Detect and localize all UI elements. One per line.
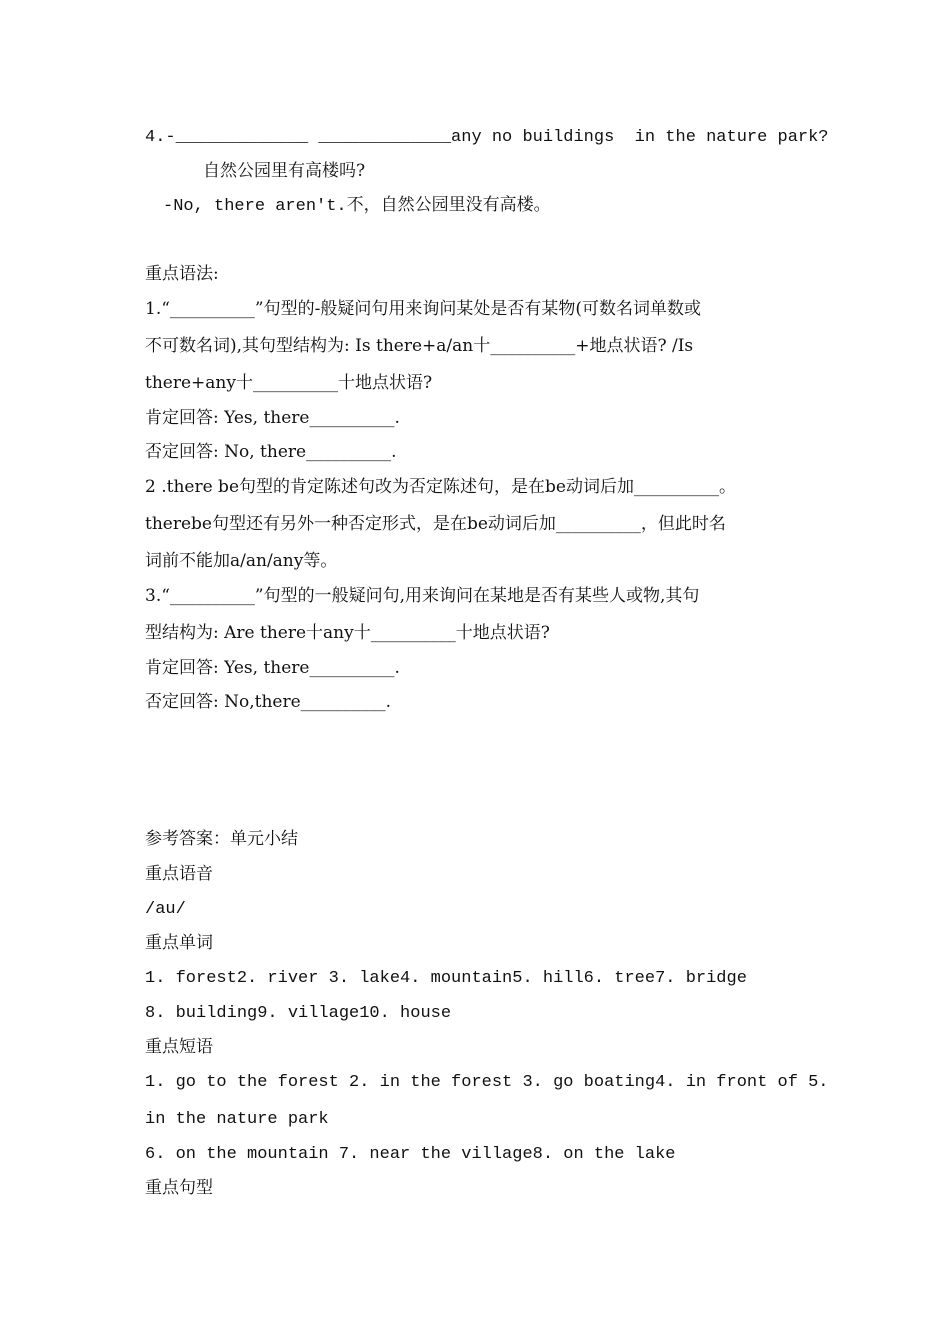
answers-heading: 参考答案：单元小结: [145, 829, 298, 849]
phrases-line-2: in the nature park: [145, 1110, 329, 1129]
exercise-4-translation: 自然公园里有高楼吗?: [203, 161, 366, 181]
grammar-point-1-line-1: 1.“__________”句型的-般疑问句用来询问某处是否有某物(可数名词单数或: [145, 299, 701, 319]
grammar-heading: 重点语法:: [145, 264, 219, 284]
grammar-point-3-yes: 肯定回答: Yes, there__________.: [145, 658, 400, 678]
words-line-1: 1. forest2. river 3. lake4. mountain5. hill6. tree7. bridge: [145, 969, 747, 988]
exercise-4-question: 4.-_____________ _____________any no buildings in the nature park?: [145, 128, 829, 147]
words-line-2: 8. building9. village10. house: [145, 1004, 452, 1023]
grammar-point-3-line-2: 型结构为: Are there十any十__________十地点状语?: [145, 623, 550, 643]
words-heading: 重点单词: [145, 933, 213, 953]
grammar-point-1-no: 否定回答: No, there__________.: [145, 442, 397, 462]
grammar-point-3-line-1: 3.“__________”句型的一般疑问句,用来询问在某地是否有某些人或物,其句: [145, 586, 700, 606]
grammar-point-1-line-2: 不可数名词),其句型结构为: Is there+a/an十__________+地点状语? /Is: [145, 336, 694, 356]
grammar-point-3-no: 否定回答: No,there__________.: [145, 692, 392, 712]
sentences-heading: 重点句型: [145, 1178, 213, 1198]
grammar-point-1-line-3: there+any十__________十地点状语?: [145, 373, 433, 393]
phrases-heading: 重点短语: [145, 1037, 213, 1057]
grammar-point-2-line-3: 词前不能加a/an/any等。: [145, 551, 338, 571]
grammar-point-1-yes: 肯定回答: Yes, there__________.: [145, 408, 400, 428]
exercise-4-answer: -No, there aren't.不，自然公园里没有高楼。: [163, 197, 551, 216]
phrases-line-1: 1. go to the forest 2. in the forest 3. go boating4. in front of 5.: [145, 1073, 829, 1092]
phrases-line-3: 6. on the mountain 7. near the village8. on the lake: [145, 1145, 676, 1164]
grammar-point-2-line-2: therebe句型还有另外一种否定形式，是在be动词后加__________，但此时名: [145, 514, 726, 534]
grammar-point-2-line-1: 2 .there be句型的肯定陈述句改为否定陈述句，是在be动词后加__________。: [145, 477, 736, 497]
phonics-value: /au/: [145, 900, 186, 919]
phonics-heading: 重点语音: [145, 864, 213, 884]
